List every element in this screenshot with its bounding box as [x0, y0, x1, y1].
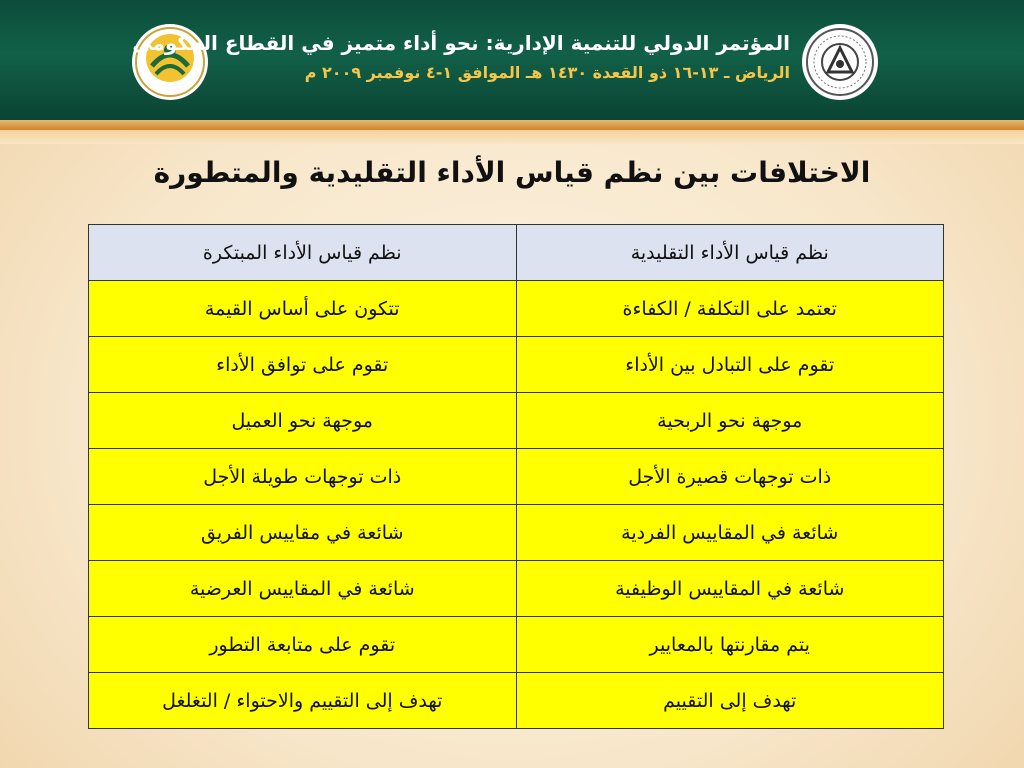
table-row	[89, 449, 944, 505]
header-traditional: نظم قياس الأداء التقليدية	[516, 225, 944, 281]
table-row	[89, 337, 944, 393]
cell-traditional: تعتمد على التكلفة / الكفاءة	[516, 281, 944, 337]
banner-gold-stripe	[0, 120, 1024, 130]
cell-traditional: موجهة نحو الربحية	[516, 393, 944, 449]
conference-title: المؤتمر الدولي للتنمية الإدارية: نحو أداء متميز في القطاع الحكومي	[132, 31, 790, 55]
cell-traditional: تهدف إلى التقييم	[516, 673, 944, 729]
cell-traditional: يتم مقارنتها بالمعايير	[516, 617, 944, 673]
cell-innovative: موجهة نحو العميل	[89, 393, 517, 449]
slide-title: الاختلافات بين نظم قياس الأداء التقليدية والمتطورة	[153, 156, 871, 189]
table-row	[89, 617, 944, 673]
conference-banner	[0, 0, 1024, 120]
cell-innovative: تهدف إلى التقييم والاحتواء / التغلغل	[89, 673, 517, 729]
cell-innovative: تقوم على توافق الأداء	[89, 337, 517, 393]
comparison-table	[88, 224, 944, 729]
table-header-row	[89, 225, 944, 281]
cell-innovative: تقوم على متابعة التطور	[89, 617, 517, 673]
table-row	[89, 505, 944, 561]
cell-traditional: شائعة في المقاييس الفردية	[516, 505, 944, 561]
table-row	[89, 393, 944, 449]
cell-innovative: شائعة في المقاييس العرضية	[89, 561, 517, 617]
cell-innovative: تتكون على أساس القيمة	[89, 281, 517, 337]
conference-date-location: الرياض ـ ١٣-١٦ ذو القعدة ١٤٣٠ هـ الموافق ١-٤ نوفمبر ٢٠٠٩ م	[304, 63, 790, 82]
cell-traditional: شائعة في المقاييس الوظيفية	[516, 561, 944, 617]
cell-innovative: شائعة في مقاييس الفريق	[89, 505, 517, 561]
table-row	[89, 561, 944, 617]
banner-text	[132, 28, 790, 88]
table-row	[89, 673, 944, 729]
cell-innovative: ذات توجهات طويلة الأجل	[89, 449, 517, 505]
cell-traditional: ذات توجهات قصيرة الأجل	[516, 449, 944, 505]
header-innovative: نظم قياس الأداء المبتكرة	[89, 225, 517, 281]
table-row	[89, 281, 944, 337]
cell-traditional: تقوم على التبادل بين الأداء	[516, 337, 944, 393]
institute-seal-icon	[800, 22, 880, 102]
banner-light-stripe	[0, 130, 1024, 144]
